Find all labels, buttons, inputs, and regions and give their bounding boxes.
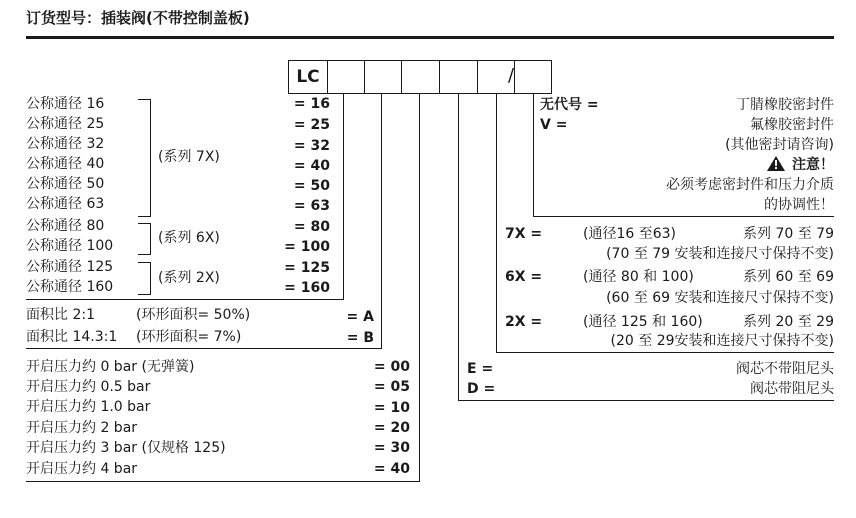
size-label-32: 公称通径 32 [26,136,105,152]
seal-warning-text-2: 的协调性！ [764,197,834,213]
area-ratio-label-a: 面积比 2:1 [26,307,95,323]
size-code-100: = 100 [284,239,330,255]
series-code-2x: 2X = [505,314,543,330]
area-ratio-note-b: (环形面积= 7%) [136,329,242,345]
size-label-40: 公称通径 40 [26,156,105,172]
size-code-16: = 16 [293,96,330,112]
size-label-80: 公称通径 80 [26,218,105,234]
divider-series [496,352,834,353]
seal-v-value: 氟橡胶密封件 [750,117,834,133]
size-code-63: = 63 [293,198,330,214]
series-group-7x: (系列 7X) [158,149,220,165]
pressure-code-20: = 20 [373,420,410,436]
series-code-6x: 6X = [505,269,543,285]
seal-no-code-value: 丁腈橡胶密封件 [736,97,834,113]
size-code-80: = 80 [293,219,330,235]
bracket-6x-bottom [138,254,150,255]
connector-area [381,93,382,349]
pressure-code-10: = 10 [373,400,410,416]
size-code-50: = 50 [293,178,330,194]
series-range-6x: 系列 60 至 69 [743,269,834,285]
area-ratio-note-a: (环形面积= 50%) [136,307,251,323]
size-code-125: = 125 [284,260,330,276]
bracket-2x-vertical [150,262,151,295]
seal-warning: 注意！ [792,157,834,173]
connector-damping [458,93,459,401]
divider-size [26,299,344,300]
divider-area [26,348,382,349]
size-code-32: = 32 [293,138,330,154]
series-range-2x: 系列 20 至 29 [743,314,834,330]
pressure-label-30: 开启压力约 3 bar (仅规格 125) [26,440,226,456]
seal-no-code-label: 无代号 = [540,97,599,113]
code-box-size [327,60,365,94]
size-label-16: 公称通径 16 [26,96,105,112]
seal-v-label: V = [540,117,568,133]
series-group-2x: (系列 2X) [158,270,220,286]
title-underline [26,36,834,39]
pressure-label-00: 开启压力约 0 bar (无弹簧) [26,359,195,375]
pressure-code-00: = 00 [373,359,410,375]
connector-seal [533,93,534,217]
connector-pressure [419,93,420,482]
size-code-25: = 25 [293,117,330,133]
seal-warning-text-1: 必须考虑密封件和压力介质 [666,177,834,193]
size-label-25: 公称通径 25 [26,116,105,132]
size-label-160: 公称通径 160 [26,279,114,295]
area-ratio-code-a: = A [346,309,374,325]
bracket-2x-bottom [138,294,150,295]
seal-other-note: (其他密封请咨询) [725,137,834,153]
divider-seal [533,216,834,217]
pressure-label-40: 开启压力约 4 bar [26,461,138,477]
pressure-code-30: = 30 [373,440,410,456]
code-box-damping [439,60,478,94]
page-title: 订货型号：插装阀(不带控制盖板) [26,9,250,27]
bracket-7x-top [138,99,150,100]
series-note-7x: (70 至 79 安装和连接尺寸保持不变) [606,246,834,262]
series-size-7x: (通径16 至63) [583,226,677,242]
area-ratio-label-b: 面积比 14.3:1 [26,329,118,345]
pressure-label-10: 开启压力约 1.0 bar [26,399,151,415]
damping-value-e: 阀芯不带阻尼头 [736,361,834,377]
size-label-50: 公称通径 50 [26,176,105,192]
connector-series [496,93,497,353]
damping-code-e: E = [467,361,494,377]
code-box-area-ratio [364,60,402,94]
area-ratio-code-b: = B [346,330,374,346]
pressure-code-40: = 40 [373,461,410,477]
code-slash: / [508,65,515,86]
series-note-6x: (60 至 69 安装和连接尺寸保持不变) [606,290,834,306]
pressure-label-05: 开启压力约 0.5 bar [26,379,151,395]
size-label-100: 公称通径 100 [26,238,114,254]
pressure-code-05: = 05 [373,379,410,395]
damping-value-d: 阀芯带阻尼头 [750,381,834,397]
bracket-7x-bottom [138,216,150,217]
series-code-7x: 7X = [505,226,543,242]
code-box-seal [514,60,552,94]
pressure-label-20: 开启压力约 2 bar [26,420,138,436]
connector-size [343,93,344,300]
size-code-160: = 160 [284,280,330,296]
series-size-2x: (通径 125 和 160) [583,314,703,330]
series-size-6x: (通径 80 和 100) [583,269,694,285]
divider-pressure [26,481,420,482]
bracket-7x-vertical [150,99,151,217]
series-group-6x: (系列 6X) [158,230,220,246]
size-label-63: 公称通径 63 [26,196,105,212]
size-label-125: 公称通径 125 [26,259,114,275]
damping-code-d: D = [467,381,496,397]
code-box-pressure [401,60,440,94]
bracket-6x-top [138,223,150,224]
bracket-2x-top [138,262,150,263]
code-box-prefix: LC [288,60,328,94]
series-note-2x: (20 至 29安装和连接尺寸保持不变) [610,333,834,349]
divider-damping [458,400,834,401]
series-range-7x: 系列 70 至 79 [743,226,834,242]
bracket-6x-vertical [150,223,151,255]
size-code-40: = 40 [293,158,330,174]
